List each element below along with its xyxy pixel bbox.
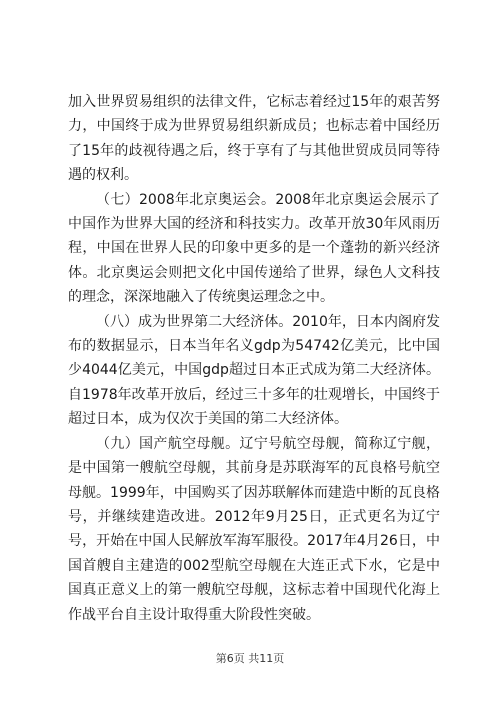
document-body: [68, 90, 440, 627]
paragraph-second-economy: （八）成为世界第二大经济体。2010年，日本内阁府发布的数据显示，日本当年名义gdp为54742亿美元，比中国少4044亿美元，中国gdp超过日本正式成为第二大经济体。自1978年改革开放后，经过三十多年的壮观增长，中国终于超过日本，成为仅次于美国的第二大经济体。: [68, 313, 440, 428]
paragraph-olympics: （七）2008年北京奥运会。2008年北京奥运会展示了中国作为世界大国的经济和科技实力。改革开放30年风雨历程，中国在世界人民的印象中更多的是一个蓬勃的新兴经济体。北京奥运会则把文化中国传递给了世界，绿色人文科技的理念，深深地融入了传统奥运理念之中。: [68, 191, 440, 306]
page-footer: 第6页 共11页: [215, 652, 285, 665]
paragraph-aircraft-carrier: （九）国产航空母舰。辽宁号航空母舰，简称辽宁舰，是中国第一艘航空母舰，其前身是苏联海军的瓦良格号航空母舰。1999年，中国购买了因苏联解体而建造中断的瓦良格号，并继续建造改进。2012年9月25日，正式更名为辽宁号，开始在中国人民解放军海军服役。2017年4月26日，中国首艘自主建造的002型航空母舰在大连正式下水，它是中国真正意义上的第一艘航空母舰，这标志着中国现代化海上作战平台自主设计取得重大阶段性突破。: [68, 435, 440, 623]
paragraph-wto: 加入世界贸易组织的法律文件，它标志着经过15年的艰苦努力，中国终于成为世界贸易组织新成员；也标志着中国经历了15年的歧视待遇之后，终于享有了与其他世贸成员同等待遇的权利。: [68, 94, 440, 184]
